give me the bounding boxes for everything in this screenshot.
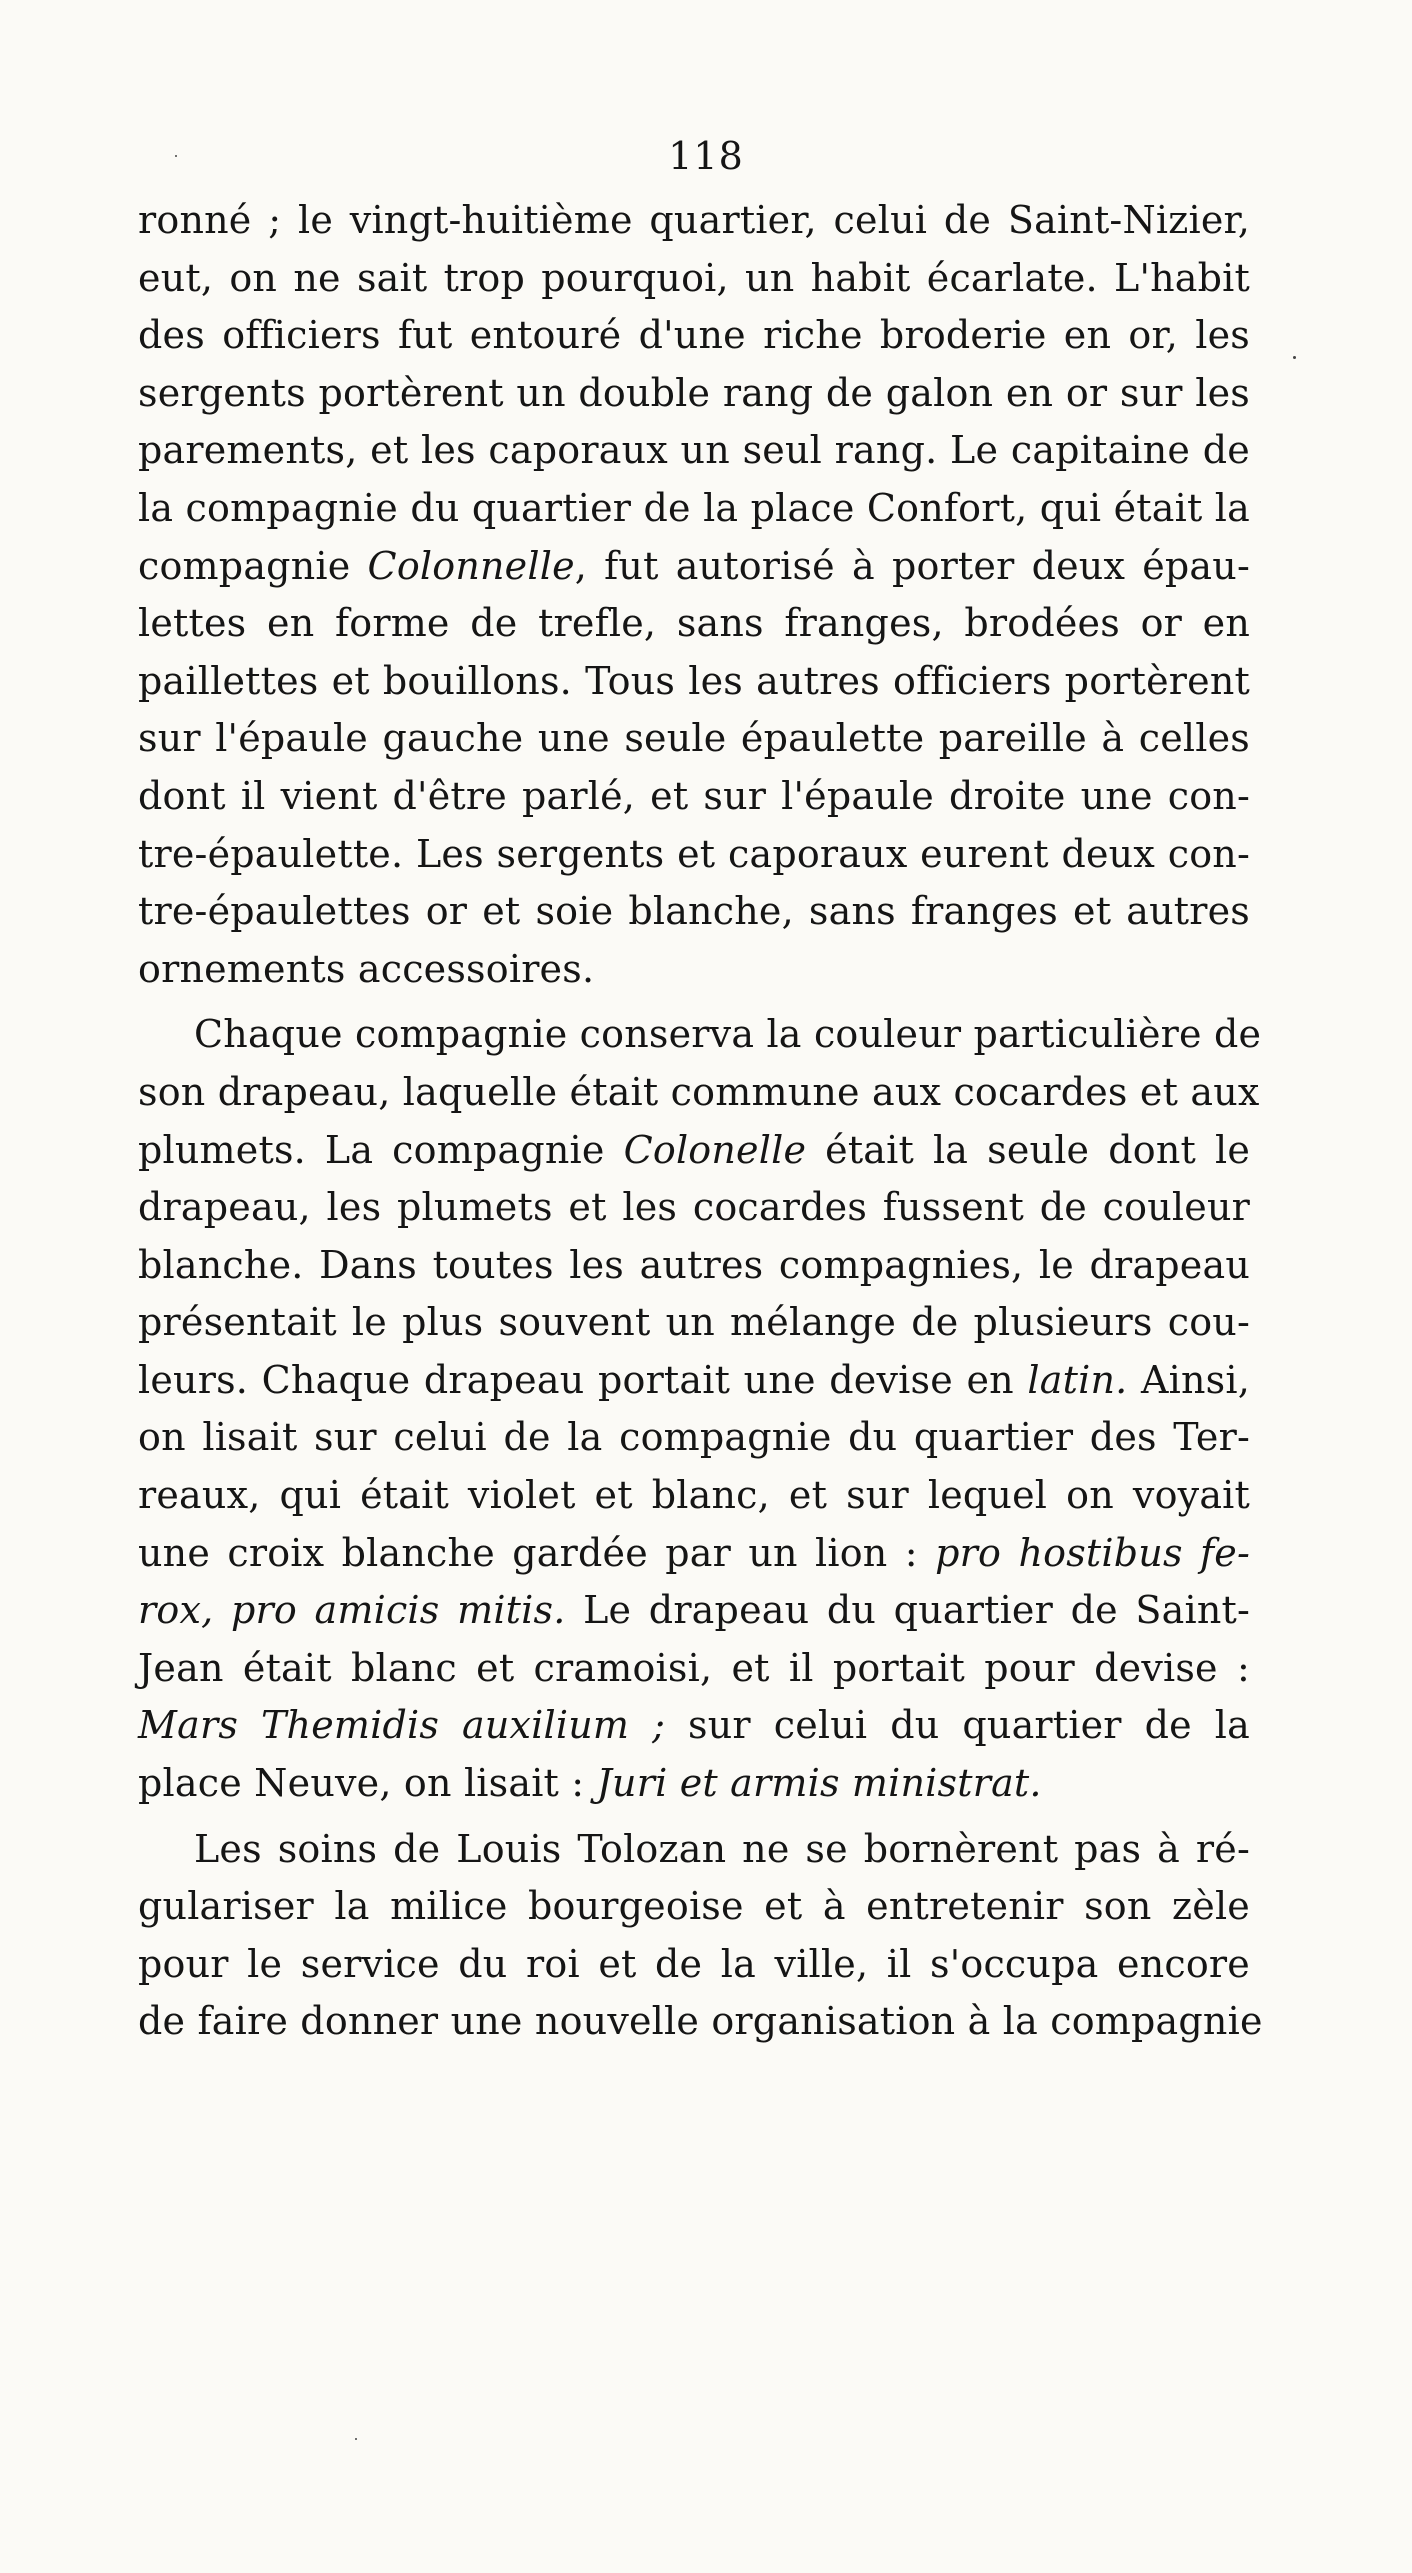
text-line: reaux, qui était violet et blanc, et sur lequel on voyait (138, 1473, 1250, 1518)
paragraph-gap (138, 1813, 1250, 1821)
italic-text: Colonelle (623, 1127, 807, 1172)
text-run: plumets. La compagnie (138, 1127, 624, 1172)
text-line: ronné ; le vingt-huitième quartier, celui de Saint-Nizier, (138, 198, 1250, 242)
text-line: eut, on ne sait trop pourquoi, un habit écarlate. L'habit (138, 255, 1250, 300)
italic-text: rox, pro amicis mitis. (138, 1588, 566, 1633)
body-text (138, 192, 1263, 2051)
text-line: Chaque compagnie conserva la couleur particulière de (194, 1012, 1262, 1057)
text-run: compagnie (138, 543, 368, 588)
text-line (138, 1755, 1250, 1813)
text-line: sergents portèrent un double rang de galon en or sur les (138, 370, 1250, 415)
text-run: une croix blanche gardée par un lion : (138, 1530, 936, 1575)
text-run: Le drapeau du quartier de Saint- (565, 1588, 1250, 1633)
text-line (138, 1122, 1250, 1180)
text-line (138, 1525, 1250, 1583)
text-line (138, 1352, 1250, 1410)
print-speck (175, 155, 177, 157)
text-line: la compagnie du quartier de la place Confort, qui était la (138, 485, 1250, 530)
text-line (138, 1697, 1250, 1755)
text-run: , fut autorisé à porter deux épau- (574, 543, 1250, 588)
text-run: était la seule dont le (806, 1127, 1251, 1172)
text-run: place Neuve, on lisait : (138, 1761, 597, 1806)
text-line: blanche. Dans toutes les autres compagnies, le drapeau (138, 1242, 1250, 1287)
italic-text: Colonnelle (367, 543, 575, 588)
text-line: lettes en forme de trefle, sans franges, brodées or en (138, 601, 1250, 646)
text-run: sur celui du quartier de la (665, 1703, 1250, 1748)
italic-text: pro hostibus fe- (935, 1530, 1250, 1575)
text-line: on lisait sur celui de la compagnie du quartier des Ter- (138, 1415, 1250, 1460)
text-run: Ainsi, (1127, 1357, 1250, 1402)
text-line: de faire donner une nouvelle organisation à la compagnie (138, 1999, 1263, 2044)
text-line: drapeau, les plumets et les cocardes fussent de couleur (138, 1185, 1250, 1230)
text-line: tre-épaulette. Les sergents et caporaux eurent deux con- (138, 831, 1250, 876)
text-line: des officiers fut entouré d'une riche broderie en or, les (138, 313, 1250, 358)
text-line: dont il vient d'être parlé, et sur l'épaule droite une con- (138, 773, 1250, 818)
text-line: parements, et les caporaux un seul rang. Le capitaine de (138, 428, 1250, 473)
text-line: paillettes et bouillons. Tous les autres officiers portèrent (138, 658, 1250, 703)
print-speck (1293, 356, 1296, 359)
print-speck (355, 2438, 357, 2440)
text-line: Jean était blanc et cramoisi, et il portait pour devise : (138, 1645, 1250, 1690)
text-run: leurs. Chaque drapeau portait une devise en (138, 1357, 1028, 1402)
italic-text: Juri et armis ministrat. (596, 1761, 1042, 1806)
text-line: Les soins de Louis Tolozan ne se bornèrent pas à ré- (194, 1826, 1250, 1871)
italic-text: latin. (1027, 1357, 1128, 1402)
text-line: pour le service du roi et de la ville, il s'occupa encore (138, 1941, 1250, 1986)
text-line: tre-épaulettes or et soie blanche, sans franges et autres (138, 889, 1250, 934)
page-number: 118 (668, 134, 744, 178)
text-line: son drapeau, laquelle était commune aux cocardes et aux (138, 1069, 1260, 1114)
text-line (138, 1582, 1250, 1640)
paragraph-gap (138, 998, 1250, 1006)
text-line: présentait le plus souvent un mélange de plusieurs cou- (138, 1300, 1250, 1345)
text-line (138, 538, 1250, 596)
text-line: gulariser la milice bourgeoise et à entretenir son zèle (138, 1884, 1250, 1929)
italic-text: Mars Themidis auxilium ; (138, 1703, 666, 1748)
text-line: sur l'épaule gauche une seule épaulette pareille à celles (138, 716, 1250, 761)
text-line: ornements accessoires. (138, 946, 595, 991)
